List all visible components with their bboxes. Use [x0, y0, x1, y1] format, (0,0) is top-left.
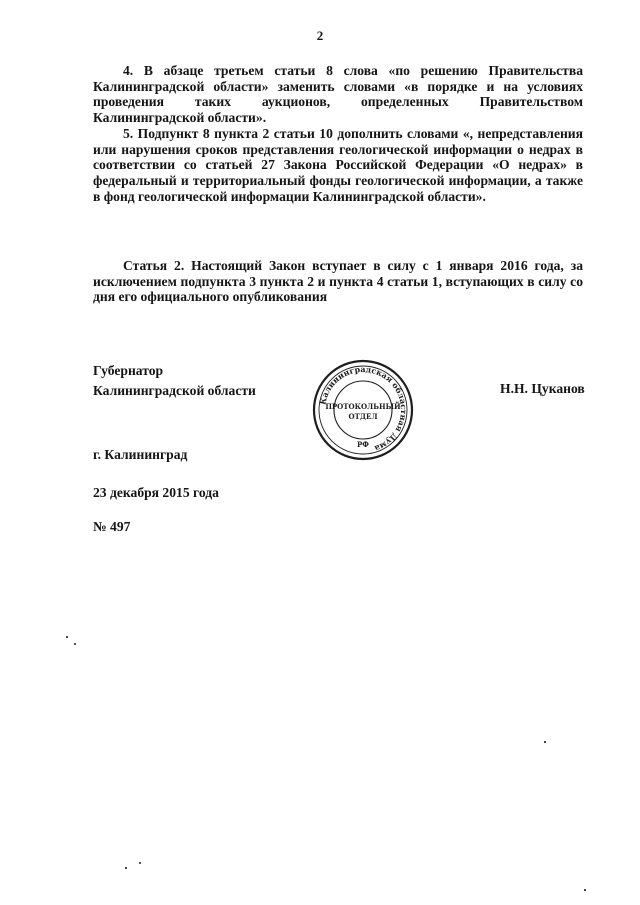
- scan-speck: [139, 862, 141, 864]
- signatory-region: Калининградской области: [93, 383, 256, 398]
- seal-center-line-2: ОТДЕЛ: [348, 412, 378, 421]
- seal-center-line-1: ПРОТОКОЛЬНЫЙ: [325, 402, 401, 411]
- signatory-name: Н.Н. Цуканов: [500, 381, 585, 396]
- official-seal-stamp: [311, 358, 415, 462]
- scan-speck: [544, 741, 546, 743]
- signing-date: 23 декабря 2015 года: [93, 485, 219, 500]
- seal-ring-text: Калининградская областная Дума: [317, 363, 410, 454]
- signatory-position: [93, 361, 256, 401]
- seal-bottom-text: РФ: [357, 440, 369, 449]
- article-2-block: [93, 258, 583, 305]
- article-2-heading: Статья 2.: [123, 258, 185, 273]
- scan-speck: [125, 867, 127, 869]
- paragraph-item-5: 5. Подпункт 8 пункта 2 статьи 10 дополнить словами «, непредставления или нарушения сроков представления геологической информации о недрах в соответствии со статьей 27 Закона Российской Федерации «О недрах» в федеральный и территориальный фонды геологической информации, а также в фонд геологической информации Калининградской области».: [93, 125, 583, 204]
- scan-speck: [74, 643, 76, 645]
- article-2-text: Настоящий Закон вступает в силу с 1 января 2016 года, за исключением подпункта 3 пункта 2 и пункта 4 статьи 1, вступающих в силу со дня его официального опубликования: [93, 258, 583, 305]
- scan-speck: [66, 636, 68, 638]
- paragraph-item-4: 4. В абзаце третьем статьи 8 слова «по решению Правительства Калининградской области» заменить словами «в порядке и на условиях проведения таких аукционов, определенных Правительством Калининградской области».: [93, 63, 583, 126]
- page-number: 2: [316, 28, 324, 43]
- law-number: № 497: [93, 519, 131, 534]
- amendments-block: [93, 63, 583, 204]
- signatory-title: Губернатор: [93, 363, 164, 378]
- article-2-paragraph: [93, 258, 583, 305]
- signing-city: г. Калининград: [93, 447, 188, 462]
- scan-speck: [584, 889, 586, 891]
